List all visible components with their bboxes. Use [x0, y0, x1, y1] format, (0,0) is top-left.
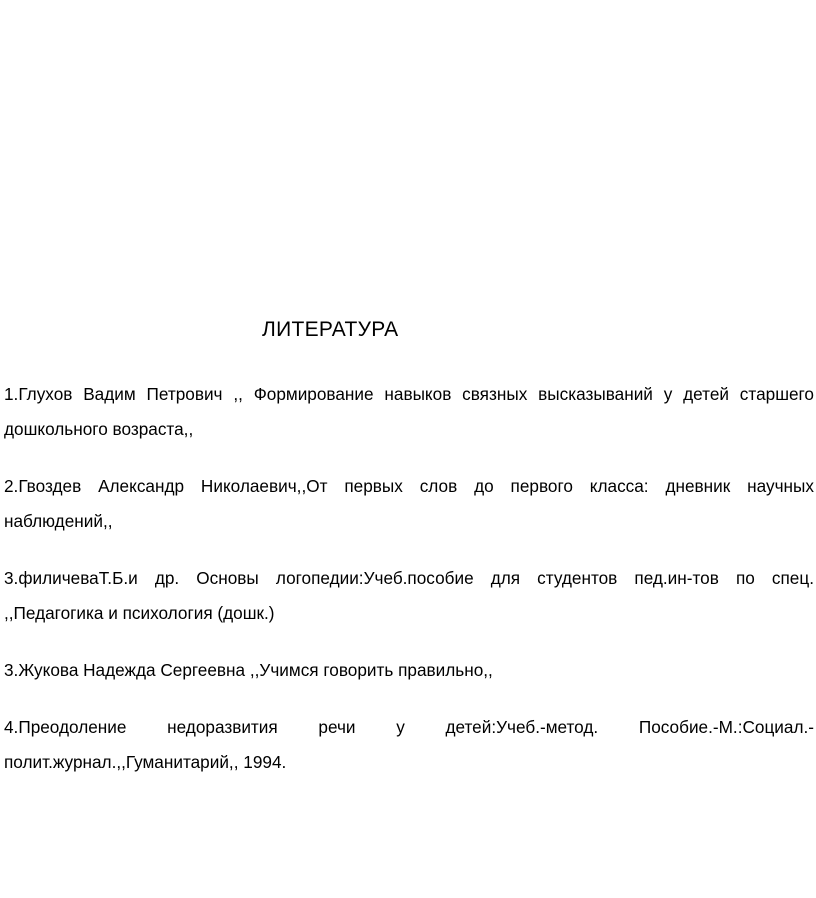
reference-item: 3.Жукова Надежда Сергеевна ,,Учимся говорить правильно,,: [4, 660, 493, 680]
page-title: ЛИТЕРАТУРА: [262, 318, 399, 341]
reference-item: 4.Преодоление недоразвития речи у детей:Учеб.-метод. Пособие.-М.:Социал.-полит.журнал.,,Гуманитарий,, 1994.: [4, 717, 814, 772]
reference-list: [4, 377, 814, 780]
reference-item: 3.филичеваТ.Б.и др. Основы логопедии:Учеб.пособие для студентов пед.ин-тов по спец. ,,Педагогика и психология (дошк.): [4, 568, 814, 623]
reference-item: 1.Глухов Вадим Петрович ,, Формирование навыков связных высказываний у детей старшего дошкольного возраста,,: [4, 384, 814, 439]
reference-item: 2.Гвоздев Александр Николаевич,,От первых слов до первого класса: дневник научных наблюдений,,: [4, 476, 814, 531]
